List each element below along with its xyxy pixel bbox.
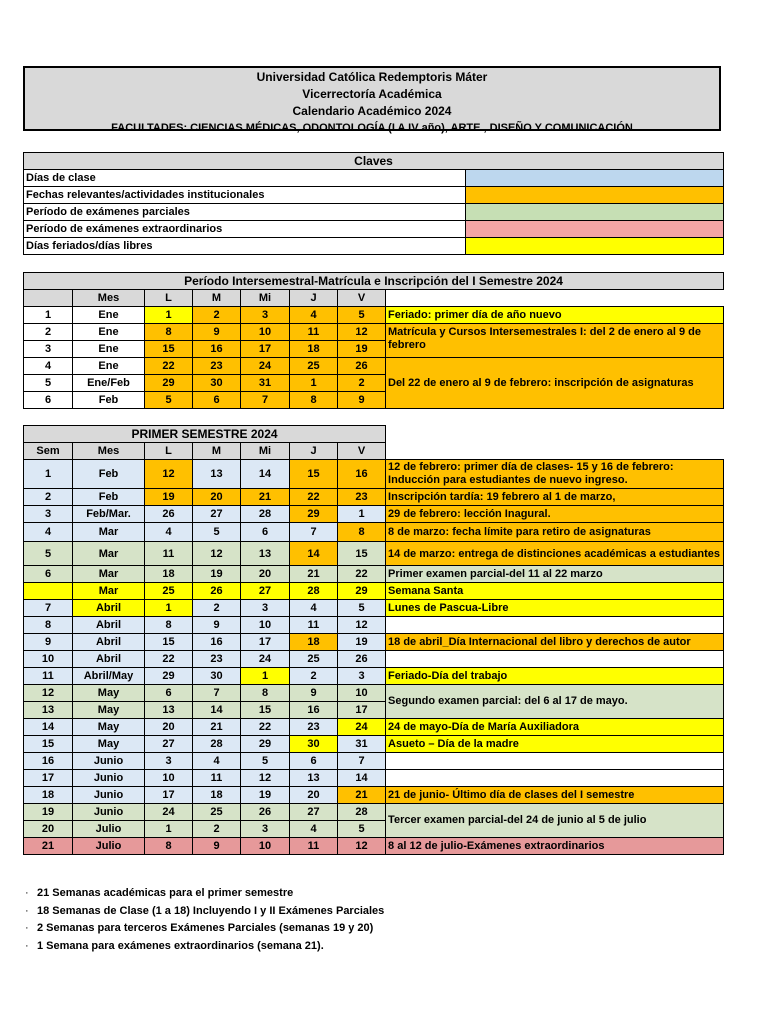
month-cell: Julio (73, 821, 145, 838)
month-cell: Feb (73, 460, 145, 489)
day-cell: 7 (290, 523, 338, 542)
calendar-header (23, 66, 721, 134)
day-cell: 20 (290, 787, 338, 804)
day-cell: 4 (290, 307, 338, 324)
week-cell: 1 (24, 307, 73, 324)
day-cell: 18 (193, 787, 241, 804)
day-cell: 1 (145, 600, 193, 617)
day-cell: 23 (290, 719, 338, 736)
key-label: Días feriados/días libres (24, 238, 466, 255)
week-cell: 7 (24, 600, 73, 617)
day-cell: 24 (241, 651, 290, 668)
vice-rectorate: Vicerrectoría Académica (302, 87, 442, 101)
month-cell: Abril (73, 617, 145, 634)
day-cell: 2 (193, 600, 241, 617)
day-cell: 2 (193, 821, 241, 838)
month-cell: Mar (73, 566, 145, 583)
day-cell: 6 (145, 685, 193, 702)
day-cell: 19 (193, 566, 241, 583)
month-cell: Ene (73, 358, 145, 375)
day-cell: 11 (290, 838, 338, 855)
day-cell: 12 (338, 838, 386, 855)
day-cell: 12 (338, 617, 386, 634)
week-cell: 2 (24, 489, 73, 506)
blank-cell (386, 290, 724, 307)
day-cell: 15 (338, 542, 386, 566)
summary-bullet: · 2 Semanas para terceros Exámenes Parciales (semanas 19 y 20) (25, 922, 374, 934)
week-cell: 21 (24, 838, 73, 855)
day-cell: 18 (290, 634, 338, 651)
day-cell: 26 (193, 583, 241, 600)
col-header: Sem (24, 443, 73, 460)
blank-cell (386, 426, 724, 443)
day-cell: 4 (290, 821, 338, 838)
col-header: Mes (73, 443, 145, 460)
event-note (386, 617, 724, 634)
day-cell: 17 (241, 341, 290, 358)
day-cell: 17 (338, 702, 386, 719)
day-cell: 24 (241, 358, 290, 375)
key-label: Días de clase (24, 170, 466, 187)
week-cell: 16 (24, 753, 73, 770)
month-cell: Mar (73, 583, 145, 600)
month-cell: Junio (73, 787, 145, 804)
day-cell: 17 (241, 634, 290, 651)
week-cell: 19 (24, 804, 73, 821)
day-cell: 9 (193, 838, 241, 855)
week-cell: 15 (24, 736, 73, 753)
day-cell: 7 (338, 753, 386, 770)
day-cell: 16 (338, 460, 386, 489)
week-cell: 6 (24, 566, 73, 583)
day-cell: 13 (145, 702, 193, 719)
day-cell: 10 (241, 617, 290, 634)
week-cell: 17 (24, 770, 73, 787)
day-cell: 30 (193, 668, 241, 685)
month-cell: Julio (73, 838, 145, 855)
day-cell: 21 (241, 489, 290, 506)
day-cell: 14 (338, 770, 386, 787)
col-header: Mi (241, 290, 290, 307)
day-cell: 3 (241, 307, 290, 324)
month-cell: Junio (73, 770, 145, 787)
day-cell: 11 (193, 770, 241, 787)
event-note: Semana Santa (386, 583, 724, 600)
first-semester-table (23, 425, 724, 855)
day-cell: 2 (338, 375, 386, 392)
day-cell: 23 (193, 358, 241, 375)
day-cell: 23 (193, 651, 241, 668)
col-header: L (145, 290, 193, 307)
day-cell: 20 (241, 566, 290, 583)
event-note: 18 de abril_Día Internacional del libro y derechos de autor (386, 634, 724, 651)
blank-cell (386, 443, 724, 460)
month-cell: May (73, 685, 145, 702)
day-cell: 8 (338, 523, 386, 542)
day-cell: 10 (338, 685, 386, 702)
event-note: 8 de marzo: fecha límite para retiro de asignaturas (386, 523, 724, 542)
day-cell: 2 (193, 307, 241, 324)
week-cell: 11 (24, 668, 73, 685)
day-cell: 15 (241, 702, 290, 719)
day-cell: 27 (290, 804, 338, 821)
day-cell: 25 (193, 804, 241, 821)
day-cell: 16 (193, 634, 241, 651)
week-cell: 8 (24, 617, 73, 634)
day-cell: 11 (290, 324, 338, 341)
day-cell: 31 (241, 375, 290, 392)
month-cell: Mar (73, 523, 145, 542)
week-cell: 4 (24, 358, 73, 375)
week-cell: 18 (24, 787, 73, 804)
day-cell: 22 (338, 566, 386, 583)
col-header: J (290, 443, 338, 460)
day-cell: 7 (193, 685, 241, 702)
event-note: Del 22 de enero al 9 de febrero: inscripción de asignaturas (386, 358, 724, 409)
day-cell: 1 (145, 821, 193, 838)
month-cell: Ene (73, 307, 145, 324)
summary-bullet: · 21 Semanas académicas para el primer semestre (25, 887, 294, 899)
month-cell: May (73, 719, 145, 736)
day-cell: 5 (193, 523, 241, 542)
day-cell: 22 (145, 651, 193, 668)
event-note: Asueto – Día de la madre (386, 736, 724, 753)
col-header: Mes (73, 290, 145, 307)
key-swatch-relevant-dates (466, 187, 724, 204)
event-note: Primer examen parcial-del 11 al 22 marzo (386, 566, 724, 583)
day-cell: 24 (338, 719, 386, 736)
day-cell: 6 (193, 392, 241, 409)
day-cell: 13 (290, 770, 338, 787)
university-name: Universidad Católica Redemptoris Máter (256, 70, 488, 84)
day-cell: 29 (145, 375, 193, 392)
day-cell: 1 (145, 307, 193, 324)
week-cell: 9 (24, 634, 73, 651)
day-cell: 12 (338, 324, 386, 341)
day-cell: 21 (338, 787, 386, 804)
day-cell: 26 (145, 506, 193, 523)
month-cell: Ene (73, 324, 145, 341)
day-cell: 9 (290, 685, 338, 702)
day-cell: 22 (290, 489, 338, 506)
event-note: Tercer examen parcial-del 24 de junio al 5 de julio (386, 804, 724, 838)
day-cell: 1 (241, 668, 290, 685)
event-note (386, 770, 724, 787)
day-cell: 29 (241, 736, 290, 753)
key-label: Período de exámenes extraordinarios (24, 221, 466, 238)
day-cell: 16 (290, 702, 338, 719)
day-cell: 18 (145, 566, 193, 583)
day-cell: 24 (145, 804, 193, 821)
day-cell: 10 (241, 324, 290, 341)
day-cell: 16 (193, 341, 241, 358)
event-note: 14 de marzo: entrega de distinciones académicas a estudiantes (386, 542, 724, 566)
day-cell: 5 (338, 600, 386, 617)
week-cell: 20 (24, 821, 73, 838)
day-cell: 8 (145, 324, 193, 341)
event-note: Lunes de Pascua-Libre (386, 600, 724, 617)
month-cell: Abril (73, 651, 145, 668)
day-cell: 4 (193, 753, 241, 770)
month-cell: May (73, 736, 145, 753)
event-note: 24 de mayo-Día de María Auxiliadora (386, 719, 724, 736)
day-cell: 9 (193, 324, 241, 341)
day-cell: 27 (145, 736, 193, 753)
col-header: V (338, 443, 386, 460)
month-cell: Feb (73, 489, 145, 506)
col-header: L (145, 443, 193, 460)
week-cell: 3 (24, 341, 73, 358)
intersemester-title: Período Intersemestral-Matrícula e Inscripción del I Semestre 2024 (24, 273, 724, 290)
day-cell: 8 (145, 617, 193, 634)
day-cell: 29 (338, 583, 386, 600)
day-cell: 19 (241, 787, 290, 804)
day-cell: 26 (338, 651, 386, 668)
keys-table (23, 152, 724, 255)
day-cell: 8 (290, 392, 338, 409)
week-cell (24, 583, 73, 600)
day-cell: 22 (145, 358, 193, 375)
col-header (24, 290, 73, 307)
day-cell: 29 (145, 668, 193, 685)
key-swatch-partial-exams (466, 204, 724, 221)
day-cell: 12 (193, 542, 241, 566)
day-cell: 25 (290, 651, 338, 668)
day-cell: 28 (193, 736, 241, 753)
day-cell: 19 (338, 634, 386, 651)
month-cell: Mar (73, 542, 145, 566)
day-cell: 20 (193, 489, 241, 506)
week-cell: 13 (24, 702, 73, 719)
day-cell: 8 (241, 685, 290, 702)
week-cell: 10 (24, 651, 73, 668)
week-cell: 5 (24, 542, 73, 566)
day-cell: 12 (145, 460, 193, 489)
day-cell: 1 (290, 375, 338, 392)
event-note: Inscripción tardía: 19 febrero al 1 de marzo, (386, 489, 724, 506)
day-cell: 25 (145, 583, 193, 600)
day-cell: 28 (338, 804, 386, 821)
day-cell: 12 (241, 770, 290, 787)
day-cell: 14 (193, 702, 241, 719)
week-cell: 1 (24, 460, 73, 489)
month-cell: Ene (73, 341, 145, 358)
day-cell: 11 (290, 617, 338, 634)
keys-title: Claves (24, 153, 724, 170)
day-cell: 26 (338, 358, 386, 375)
day-cell: 14 (290, 542, 338, 566)
event-note: 21 de junio- Último día de clases del I semestre (386, 787, 724, 804)
event-note: 8 al 12 de julio-Exámenes extraordinarios (386, 838, 724, 855)
day-cell: 19 (338, 341, 386, 358)
day-cell: 26 (241, 804, 290, 821)
day-cell: 9 (338, 392, 386, 409)
calendar-title: Calendario Académico 2024 (292, 104, 452, 118)
day-cell: 15 (145, 634, 193, 651)
day-cell: 4 (145, 523, 193, 542)
day-cell: 14 (241, 460, 290, 489)
key-label: Fechas relevantes/actividades institucionales (24, 187, 466, 204)
col-header: V (338, 290, 386, 307)
day-cell: 22 (241, 719, 290, 736)
day-cell: 4 (290, 600, 338, 617)
summary-bullet: · 18 Semanas de Clase (1 a 18) Incluyendo I y II Exámenes Parciales (25, 905, 385, 917)
day-cell: 13 (241, 542, 290, 566)
day-cell: 1 (338, 506, 386, 523)
event-note: Feriado-Día del trabajo (386, 668, 724, 685)
day-cell: 21 (193, 719, 241, 736)
week-cell: 12 (24, 685, 73, 702)
col-header: M (193, 443, 241, 460)
day-cell: 3 (145, 753, 193, 770)
month-cell: Abril (73, 600, 145, 617)
day-cell: 5 (145, 392, 193, 409)
day-cell: 28 (241, 506, 290, 523)
event-note: 29 de febrero: lección Inagural. (386, 506, 724, 523)
day-cell: 17 (145, 787, 193, 804)
day-cell: 15 (145, 341, 193, 358)
week-cell: 4 (24, 523, 73, 542)
week-cell: 3 (24, 506, 73, 523)
day-cell: 29 (290, 506, 338, 523)
key-label: Período de exámenes parciales (24, 204, 466, 221)
day-cell: 30 (193, 375, 241, 392)
day-cell: 8 (145, 838, 193, 855)
key-swatch-extra-exams (466, 221, 724, 238)
day-cell: 2 (290, 668, 338, 685)
day-cell: 5 (241, 753, 290, 770)
day-cell: 3 (338, 668, 386, 685)
day-cell: 6 (241, 523, 290, 542)
day-cell: 27 (193, 506, 241, 523)
day-cell: 27 (241, 583, 290, 600)
day-cell: 10 (145, 770, 193, 787)
day-cell: 11 (145, 542, 193, 566)
month-cell: Junio (73, 753, 145, 770)
day-cell: 6 (290, 753, 338, 770)
day-cell: 31 (338, 736, 386, 753)
day-cell: 13 (193, 460, 241, 489)
day-cell: 5 (338, 821, 386, 838)
week-cell: 5 (24, 375, 73, 392)
key-swatch-class-days (466, 170, 724, 187)
month-cell: May (73, 702, 145, 719)
day-cell: 30 (290, 736, 338, 753)
semester-title: PRIMER SEMESTRE 2024 (24, 426, 386, 443)
day-cell: 20 (145, 719, 193, 736)
day-cell: 15 (290, 460, 338, 489)
key-swatch-holidays (466, 238, 724, 255)
day-cell: 3 (241, 600, 290, 617)
day-cell: 3 (241, 821, 290, 838)
event-note: 12 de febrero: primer día de clases- 15 y 16 de febrero: Inducción para estudiantes de nuevo ingreso. (386, 460, 724, 489)
day-cell: 19 (145, 489, 193, 506)
day-cell: 18 (290, 341, 338, 358)
event-note (386, 753, 724, 770)
day-cell: 28 (290, 583, 338, 600)
event-note: Feriado: primer día de año nuevo (386, 307, 724, 324)
month-cell: Feb (73, 392, 145, 409)
day-cell: 25 (290, 358, 338, 375)
intersemester-table (23, 272, 724, 409)
week-cell: 6 (24, 392, 73, 409)
week-cell: 2 (24, 324, 73, 341)
month-cell: Ene/Feb (73, 375, 145, 392)
day-cell: 23 (338, 489, 386, 506)
summary-bullet: · 1 Semana para exámenes extraordinarios (semana 21). (25, 940, 324, 952)
day-cell: 5 (338, 307, 386, 324)
month-cell: Abril (73, 634, 145, 651)
col-header: Mi (241, 443, 290, 460)
month-cell: Abril/May (73, 668, 145, 685)
day-cell: 7 (241, 392, 290, 409)
week-cell: 14 (24, 719, 73, 736)
event-note (386, 651, 724, 668)
month-cell: Junio (73, 804, 145, 821)
event-note: Matrícula y Cursos Intersemestrales I: del 2 de enero al 9 de febrero (386, 324, 724, 358)
day-cell: 21 (290, 566, 338, 583)
day-cell: 10 (241, 838, 290, 855)
col-header: M (193, 290, 241, 307)
day-cell: 9 (193, 617, 241, 634)
month-cell: Feb/Mar. (73, 506, 145, 523)
event-note: Segundo examen parcial: del 6 al 17 de mayo. (386, 685, 724, 719)
faculties-line: FACULTADES: CIENCIAS MÉDICAS, ODONTOLOGÍA (I A IV año), ARTE , DISEÑO Y COMUNICACIÓN (111, 122, 633, 134)
col-header: J (290, 290, 338, 307)
